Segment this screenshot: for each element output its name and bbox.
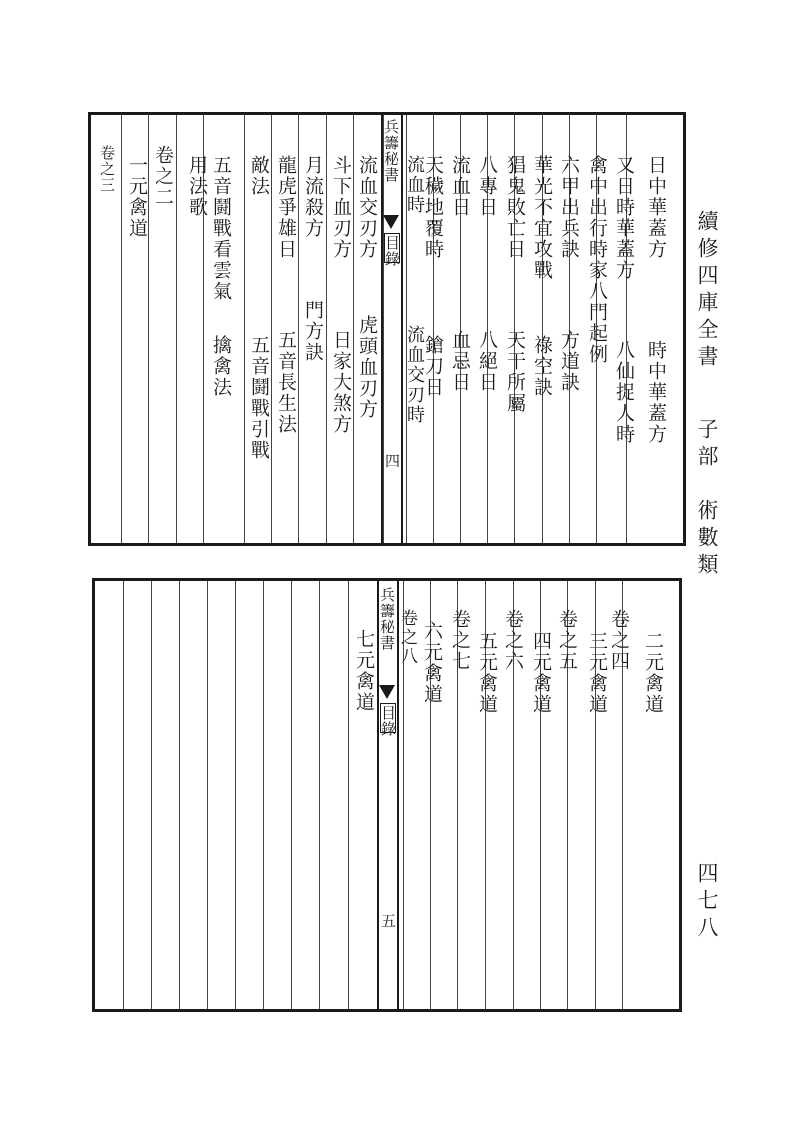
entry-lower: 祿空訣	[531, 335, 553, 398]
entry-main: 三元禽道	[586, 631, 608, 715]
entry-lower: 門方訣	[302, 300, 324, 363]
volume-heading: 卷之二	[152, 145, 174, 208]
fish-tail-mark	[379, 685, 395, 699]
entry-main: 五元禽道	[476, 631, 498, 715]
entry-lower: 日家大煞方	[330, 330, 352, 435]
entry-main: 敵法	[248, 155, 270, 197]
volume-heading: 卷之八	[397, 609, 417, 666]
entry-main: 又日時華蓋方	[613, 155, 635, 281]
bottom-panel	[92, 578, 682, 1012]
category-label: 子部 術數類	[695, 418, 719, 580]
volume-heading: 卷之四	[608, 609, 630, 672]
entry-lower: 五音長生法	[275, 330, 297, 435]
entry-main: 斗下血刃方	[330, 155, 352, 260]
entry-main: 猖鬼敗亡日	[504, 155, 526, 260]
book-title: 兵籌秘書	[382, 119, 400, 183]
entry-main: 華光不宜攻戰	[531, 155, 553, 281]
entry-lower: 五音鬪戰引戰	[248, 335, 270, 461]
entry-main: 天穢地覆時	[422, 155, 444, 260]
entry-lower: 八絕日	[476, 330, 498, 393]
entry-lower: 流血交刃時	[404, 325, 425, 425]
entry-main: 用法歌	[186, 155, 208, 218]
leaf-number: 四	[383, 453, 401, 469]
entry-lower: 時中華蓋方	[645, 340, 667, 445]
entry-lower: 虎頭血刃方	[356, 315, 378, 420]
entry-main: 龍虎爭雄日	[275, 155, 297, 260]
entry-lower: 八仙捉人時	[613, 340, 635, 445]
entry-main: 流血交刃方	[356, 155, 378, 260]
entry-main: 二元禽道	[642, 631, 664, 715]
entry-main: 六元禽道	[421, 621, 443, 705]
volume-heading: 卷之三	[98, 145, 116, 193]
entry-lower: 鎗刀日	[422, 335, 444, 398]
top-panel	[88, 112, 686, 546]
entry-main: 一元禽道	[126, 155, 148, 239]
entry-main: 流血日	[449, 155, 471, 218]
entry-main: 七元禽道	[353, 629, 375, 713]
entry-main: 月流殺方	[302, 155, 324, 239]
center-label	[378, 581, 396, 1009]
entry-lower: 擒禽法	[210, 335, 232, 398]
entry-main: 五音鬪戰看雲氣	[210, 155, 232, 302]
series-title: 續修四庫全書	[695, 210, 719, 372]
volume-heading: 卷之七	[449, 609, 471, 672]
volume-heading: 卷之六	[502, 609, 524, 672]
section-label: 目錄	[383, 235, 401, 267]
entry-main: 流血時	[404, 155, 425, 215]
section-label: 目錄	[379, 705, 397, 737]
entry-main: 日中華蓋方	[645, 155, 667, 260]
entry-main: 四元禽道	[530, 631, 552, 715]
entry-lower: 天干所屬	[504, 330, 526, 414]
fish-tail-mark	[383, 215, 399, 229]
page-number: 四七八	[695, 862, 719, 943]
volume-heading: 卷之五	[556, 609, 578, 672]
entry-main: 六甲出兵訣	[558, 155, 580, 260]
book-title: 兵籌秘書	[378, 587, 396, 651]
entry-lower: 血忌日	[449, 330, 471, 393]
entry-main: 八專日	[476, 155, 498, 218]
entry-lower: 方道訣	[558, 330, 580, 393]
center-label	[382, 115, 400, 543]
entry-main: 禽中出行時家八門起例	[586, 155, 608, 365]
leaf-number: 五	[379, 913, 397, 929]
